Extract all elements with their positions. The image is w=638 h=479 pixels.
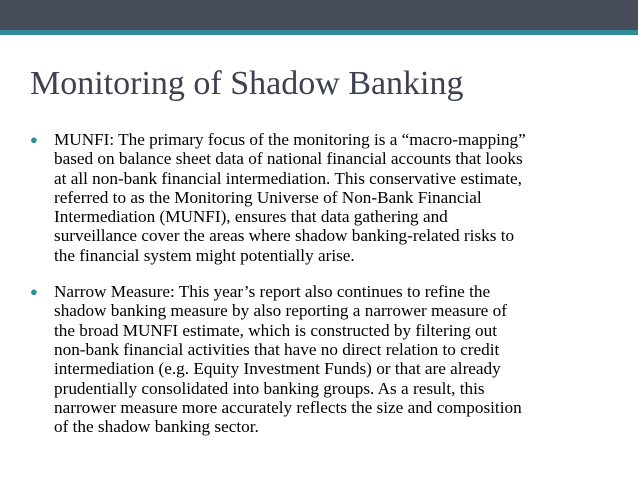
accent-stripe xyxy=(0,30,638,35)
bullet-line: of the shadow banking sector. xyxy=(54,417,259,437)
bullet-line: shadow banking measure by also reporting a narrower measure of xyxy=(54,301,507,321)
bullet-line: the broad MUNFI estimate, which is constructed by filtering out xyxy=(54,320,497,340)
bullet-list xyxy=(30,130,610,453)
bullet-line: Narrow Measure: This year’s report also continues to refine the xyxy=(54,282,491,302)
bullet-line: referred to as the Monitoring Universe of Non-Bank Financial xyxy=(54,187,482,207)
header-band xyxy=(0,0,638,30)
bullet-line: the financial system might potentially arise. xyxy=(54,245,355,265)
bullet-line: non-bank financial activities that have no direct relation to credit xyxy=(54,339,500,359)
bullet-munfi xyxy=(30,130,610,265)
bullet-line: narrower measure more accurately reflects the size and composition xyxy=(54,397,522,417)
bullet-narrow-measure xyxy=(30,282,610,436)
bullet-line: intermediation (e.g. Equity Investment Funds) or that are already xyxy=(54,359,501,379)
bullet-line: Intermediation (MUNFI), ensures that data gathering and xyxy=(54,207,448,227)
bullet-dot-icon: ● xyxy=(30,132,38,147)
bullet-line: based on balance sheet data of national financial accounts that looks xyxy=(54,149,523,169)
bullet-line: surveillance cover the areas where shadow banking-related risks to xyxy=(54,226,515,246)
bullet-dot-icon: ● xyxy=(30,284,38,300)
bullet-line: MUNFI: The primary focus of the monitoring is a “macro-mapping” xyxy=(54,130,526,149)
bullet-line: at all non-bank financial intermediation. This conservative estimate, xyxy=(54,168,522,188)
slide-title: Monitoring of Shadow Banking xyxy=(30,65,464,102)
bullet-line: prudentially consolidated into banking groups. As a result, this xyxy=(54,378,485,398)
